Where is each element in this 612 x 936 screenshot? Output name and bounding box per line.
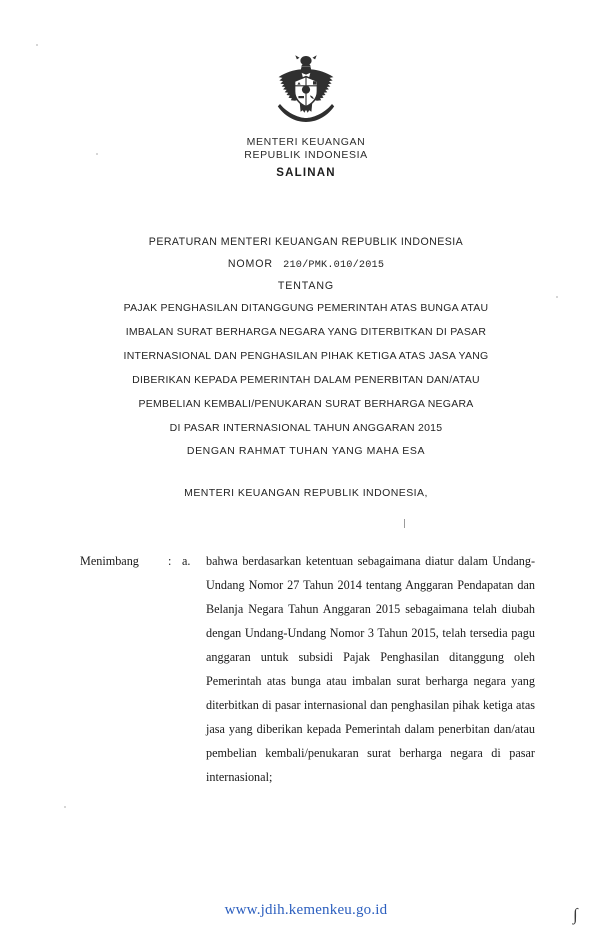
regulation-title-block — [60, 232, 552, 298]
subject-line: PEMBELIAN KEMBALI/PENUKARAN SURAT BERHARGA NEGARA — [138, 398, 474, 410]
subject-line: PAJAK PENGHASILAN DITANGGUNG PEMERINTAH ATAS BUNGA ATAU — [123, 302, 489, 314]
about-label: TENTANG — [277, 280, 335, 292]
footer-url[interactable]: www.jdih.kemenkeu.go.id — [224, 902, 388, 918]
regulation-number-line — [60, 254, 552, 277]
garuda-pancasila-emblem-icon — [268, 52, 344, 124]
considering-item-a — [80, 549, 535, 789]
authority-text: MENTERI KEUANGAN REPUBLIK INDONESIA, — [184, 487, 428, 499]
ministry-heading — [0, 136, 612, 162]
scan-speck — [64, 806, 66, 808]
ministry-line-1: MENTERI KEUANGAN — [246, 136, 366, 148]
regulation-number-value: 210/PMK.010/2015 — [283, 259, 385, 271]
scan-speck — [36, 44, 38, 46]
scan-artifact — [404, 519, 405, 528]
page-title: PERATURAN MENTERI KEUANGAN REPUBLIK INDONESIA — [148, 236, 464, 248]
considering-item-letter: a. — [182, 554, 191, 568]
blessing-text: DENGAN RAHMAT TUHAN YANG MAHA ESA — [186, 445, 426, 457]
subject-line: DI PASAR INTERNASIONAL TAHUN ANGGARAN 2015 — [169, 422, 443, 434]
emblem-container — [0, 52, 612, 129]
considering-colon: : — [168, 554, 172, 568]
subject-line: DIBERIKAN KEPADA PEMERINTAH DALAM PENERBITAN DAN/ATAU — [132, 374, 480, 386]
initial-signature-mark: ∫ — [573, 905, 578, 924]
ministry-line-2: REPUBLIK INDONESIA — [244, 149, 368, 161]
considering-clause — [80, 549, 535, 789]
considering-item-text: bahwa berdasarkan ketentuan sebagaimana diatur dalam Undang-Undang Nomor 27 Tahun 2014 tentang Anggaran Pendapatan dan Belanja Negara Tahun Anggaran 2015 sebagaimana telah diubah dengan Undang-Undang Nomor 3 Tahun 2015, telah tersedia pagu anggaran untuk subsidi Pajak Penghasilan ditanggung oleh Pemerintah atas bunga atau imbalan surat berharga negara yang diterbitkan di pasar internasional dan penghasilan pihak ketiga atas jasa yang diberikan kepada Pemerintah dalam penerbitan dan/atau pembelian kembali/penukaran surat berharga negara di pasar internasional; — [206, 554, 535, 784]
regulation-subject — [48, 296, 564, 440]
subject-line: IMBALAN SURAT BERHARGA NEGARA YANG DITERBITKAN DI PASAR — [125, 326, 487, 338]
subject-line: INTERNASIONAL DAN PENGHASILAN PIHAK KETIGA ATAS JASA YANG — [123, 350, 489, 362]
regulation-number-label: NOMOR — [227, 257, 273, 270]
copy-stamp: SALINAN — [276, 167, 336, 179]
considering-label: Menimbang — [80, 554, 139, 568]
